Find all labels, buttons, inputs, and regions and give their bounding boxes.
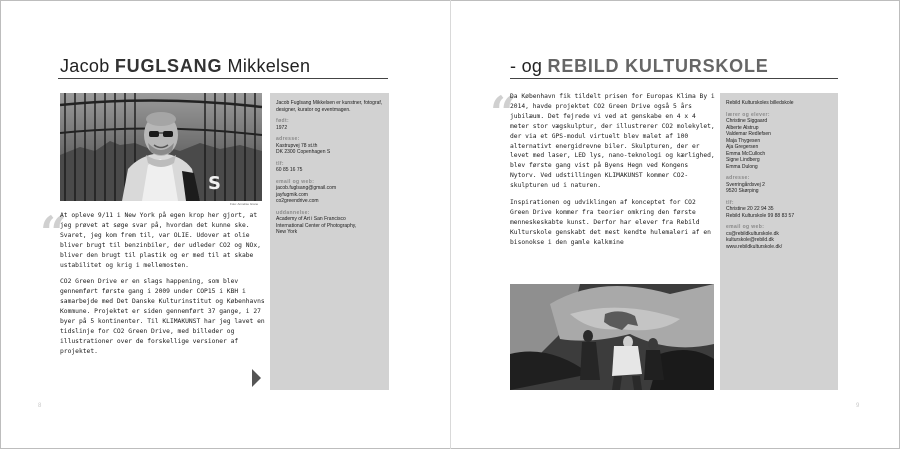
- sidebar-web-link[interactable]: www.rebildkulturskole.dk/: [726, 243, 783, 250]
- right-page-number: 9: [856, 403, 860, 409]
- photo-credit: Foto: Annelise Grane: [230, 202, 259, 206]
- sidebar-value: Christine 20 22 94 35: [726, 206, 774, 212]
- sidebar-email-link[interactable]: cs@rebildkulturskole.dk: [726, 230, 779, 237]
- right-title-rule: [510, 78, 838, 79]
- sidebar-value: Sverringårdsvej 2: [726, 181, 765, 188]
- sidebar-value: International Center of Photography,: [276, 222, 357, 229]
- sidebar-label-address: adresse:: [276, 136, 300, 142]
- svg-text:S: S: [208, 173, 221, 194]
- left-page-number: 8: [38, 403, 42, 409]
- sidebar-intro: Rebild Kulturskoles billedskole: [726, 100, 794, 106]
- right-paragraph-1: Da København fik tildelt prisen for Europas Klima By i 2014, havde projektet CO2 Green Drive også 5 års jubilæum. Det fejrede vi ved at genskabe en 4 x 4 meter stor vægskulptur, der illustrerer CO2 molekylet, der via et GPS-modul virtuelt blev malet af 100 alternativt energidrevne biler. Skulpturen, der er levet med laser, LED lys, nano-teknologi og kærlighed, blev første gang vist på Byens Hegn ved Kongens Nytorv. Ved udstillingen KLIMAKUNST kommer CO2-skulpturen ud i naturen.: [510, 93, 715, 190]
- left-paragraph-2: CO2 Green Drive er en slags happening, som blev gennemført første gang i 2009 under COP15 i KBH i samarbejde med Det Danske Kulturinstitut og Københavns Kommune. Projektet er siden gennemført 37 gange, i 27 byer på 5 kontinenter. Til KLIMAKUNST har jeg lavet en tidslinje for CO2 Green Drive, med billeder og illustrationer over de forskellige versioner af projektet.: [60, 278, 265, 355]
- sidebar-label-education: uddannelse:: [276, 209, 310, 216]
- title-surname-bold: FUGLSANG: [114, 56, 223, 76]
- cave-painting-photo-image: [510, 284, 714, 390]
- sidebar-value: Rebild Kulturskole 99 88 83 57: [726, 212, 795, 219]
- portrait-photo-image: [60, 93, 262, 201]
- sidebar-web-link[interactable]: jayfugmik.com: [276, 191, 308, 198]
- quote-mark-icon: “: [40, 206, 67, 260]
- sidebar-value: Kastrupvej 78 st.th: [276, 142, 318, 149]
- continue-arrow-icon: [252, 369, 261, 387]
- sidebar-email-link[interactable]: jacob.fuglsang@gmail.com: [276, 185, 337, 191]
- sidebar-label-born: født:: [276, 118, 290, 124]
- sidebar-value: Maja Thygesen: [726, 137, 761, 144]
- left-title-rule: [58, 78, 388, 79]
- cave-painting-photo: [510, 284, 714, 390]
- sidebar-value: Emma McCulloch: [726, 150, 766, 157]
- left-sidebar-text: [276, 100, 384, 241]
- sidebar-label-address: adresse:: [726, 175, 750, 181]
- sidebar-label-teachers: lærer og elever:: [726, 111, 770, 118]
- right-page-title: [510, 56, 769, 77]
- right-body-text: [510, 92, 718, 255]
- sidebar-label-email-web: email og web:: [726, 224, 765, 230]
- sidebar-email-link[interactable]: kulturskole@rebild.dk: [726, 237, 774, 243]
- title-first-name: Jacob: [60, 56, 115, 76]
- sidebar-value: Academy of Art i San Francisco: [276, 216, 346, 222]
- right-paragraph-2: Inspirationen og udviklingen af konceptet for CO2 Green Drive kommer fra teorier omkring den første menneskeskabte kunst. Derfor har elever fra Rebild Kulturskole genskabt det mest kendte hulemaleri af en bisonokse i den gamle kalkmine: [510, 199, 711, 246]
- sidebar-value: Emma Dulong: [726, 163, 758, 170]
- left-page-title: [60, 56, 310, 77]
- sidebar-value: Signe Lindberg: [726, 157, 760, 163]
- sidebar-web-link[interactable]: co2greendrive.com: [276, 198, 319, 204]
- sidebar-value: Christine Siggaard: [726, 118, 768, 124]
- sidebar-label-phone: tlf:: [726, 199, 734, 206]
- sidebar-value: Valdemar Redlefsen: [726, 131, 771, 137]
- right-sidebar-text: [726, 100, 834, 255]
- sidebar-value: 60 85 16 75: [276, 167, 303, 173]
- page-fold: [450, 0, 451, 449]
- sidebar-value: DK 2300 Copenhagen S: [276, 149, 331, 155]
- left-body-text: [60, 211, 265, 364]
- portrait-photo: [60, 93, 262, 201]
- title-prefix: - og: [510, 56, 548, 76]
- sidebar-label-email-web: email og web:: [276, 178, 315, 185]
- left-paragraph-1: At opleve 9/11 i New York på egen krop her gjort, at jeg prøvet at søge svar på, hvordan det kunne ske. Svaret, jeg kom frem til, var OLIE. Udover at olie bliver brugt til benzinbiler, der udleder CO2 og NOx, bliver den brugt til plastik og er med til at skabe ustabilitet og krig i mellemosten.: [60, 212, 261, 269]
- quote-mark-icon: “: [490, 86, 517, 140]
- sidebar-value: Aja Gregersen: [726, 144, 759, 150]
- sidebar-value: 1972: [276, 124, 288, 131]
- sidebar-value: Alberte Alstrup: [726, 124, 759, 131]
- title-last-name: Mikkelsen: [222, 56, 311, 76]
- sidebar-value: 9520 Skørping: [726, 188, 759, 194]
- sidebar-intro: Jacob Fuglsang Mikkelsen er kunstner, fotograf, designer, kurator og eventmagen.: [276, 100, 383, 113]
- sidebar-label-phone: tlf:: [276, 160, 284, 167]
- sidebar-value: New York: [276, 229, 298, 235]
- title-school-bold: REBILD KULTURSKOLE: [547, 56, 769, 76]
